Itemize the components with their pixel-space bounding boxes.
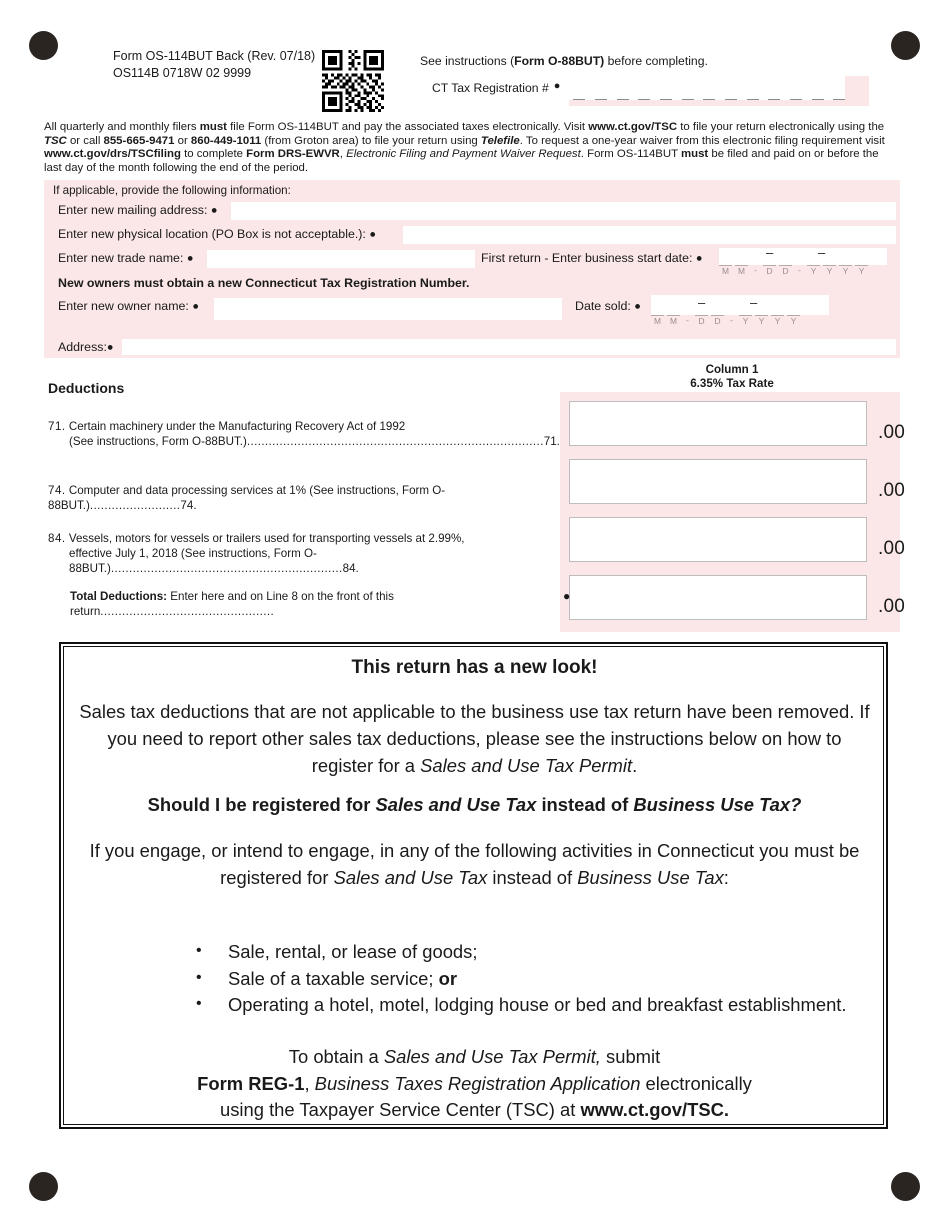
date-sold-row — [575, 299, 641, 313]
bullet-marker-icon: ● — [192, 300, 199, 313]
notice-title: This return has a new look! — [351, 657, 598, 678]
date-sold-field[interactable] — [651, 295, 831, 325]
date-sold-label: Date sold: — [575, 299, 631, 313]
deduction-line-71-ref: 71. — [543, 435, 560, 448]
intro-bold-must: must — [199, 121, 227, 133]
new-owners-note: New owners must obtain a new Connecticut Tax Registration Number. — [58, 276, 470, 290]
bullet-marker-icon: ● — [186, 252, 194, 265]
intro-telefile-emphasis: Telefile — [480, 134, 520, 147]
notice-activity-list — [147, 939, 927, 1019]
intro-text: , — [339, 148, 347, 161]
intro-text: be filed and paid on or before the last day of the month following the end of the period. — [44, 148, 879, 174]
leader-dots: ................................................ — [100, 605, 275, 618]
amount-column — [560, 392, 906, 632]
decimal-suffix-84: .00 — [878, 538, 906, 559]
ct-tax-registration-value — [569, 76, 845, 100]
new-trade-name-input[interactable] — [207, 250, 475, 268]
notice-p3-submit: submit — [600, 1046, 661, 1067]
deduction-line-74-number: 74. — [48, 484, 66, 497]
see-instructions-form: Form O-88BUT) — [514, 54, 605, 68]
intro-text: (from Groton area) to file your return using — [261, 134, 481, 147]
notice-p3-line1 — [75, 1044, 874, 1071]
deduction-line-84-number: 84. — [48, 532, 66, 545]
intro-waiver-title: Electronic Filing and Payment Waiver Request — [346, 148, 581, 161]
leader-dots: ................................................................ — [110, 562, 343, 575]
intro-form-drs-ewvr: Form DRS-EWVR — [246, 148, 340, 161]
decimal-suffix-74: .00 — [878, 480, 906, 501]
bullet-marker-icon: ● — [369, 228, 376, 241]
notice-p3-comma: , — [304, 1072, 315, 1094]
date-sold-marks: M M - D D - Y Y Y Y — [651, 315, 803, 326]
intro-link-tscfiling: www.ct.gov/drs/TSCfiling — [44, 148, 181, 161]
new-mailing-address-input[interactable] — [231, 202, 896, 220]
ct-tax-registration-input[interactable] — [569, 76, 869, 106]
business-start-date-field[interactable] — [719, 245, 891, 276]
date-dash-2: – — [750, 295, 758, 310]
notice-p3-text-a: To obtain a — [288, 1046, 384, 1067]
new-physical-location-row — [58, 227, 376, 241]
new-look-notice-box — [59, 642, 888, 1129]
new-mailing-address-row — [58, 203, 218, 217]
deduction-line-74-ref: 74. — [180, 499, 197, 512]
decimal-suffix-total: .00 — [878, 596, 906, 617]
date-dash-1: – — [766, 245, 774, 260]
leader-dots: ......................... — [89, 499, 181, 512]
notice-p3-line3 — [75, 1097, 874, 1124]
notice-question-a: Should I be registered for — [147, 794, 376, 815]
decimal-suffix-71: .00 — [878, 422, 906, 443]
new-trade-name-label: Enter new trade name: — [58, 251, 184, 265]
notice-p3-permit-title: Sales and Use Tax Permit, — [383, 1046, 601, 1067]
notice-p2-text-b: instead of — [487, 867, 578, 888]
intro-text: to complete — [180, 148, 247, 161]
column-header-line1: Column 1 — [705, 363, 759, 376]
deduction-line-84-text: Vessels, motors for vessels or trailers used for transporting vessels at 2.99%, — [68, 532, 465, 545]
intro-phone-1: 855-665-9471 — [103, 134, 175, 147]
notice-p2-colon: : — [723, 867, 729, 888]
new-physical-location-input[interactable] — [403, 226, 896, 244]
notice-p3-form-reg1: Form REG-1 — [197, 1072, 305, 1094]
business-start-date-label: First return - Enter business start date: — [481, 251, 693, 265]
intro-text: . To request a one-year waiver from this electronic filing requirement visit — [519, 134, 885, 147]
bullet-marker-icon: ● — [563, 589, 571, 603]
intro-tsc-emphasis: TSC — [44, 134, 67, 147]
deduction-line-74 — [48, 483, 568, 513]
deduction-line-71-number: 71. — [48, 420, 66, 433]
notice-p2-sales-use-tax: Sales and Use Tax — [333, 867, 488, 888]
see-instructions-note — [420, 54, 708, 68]
amount-input-71[interactable] — [569, 401, 867, 446]
notice-question-sales-use-tax: Sales and Use Tax — [375, 794, 537, 815]
bullet-marker-icon: ● — [634, 300, 641, 313]
amount-input-total[interactable] — [569, 575, 867, 620]
qr-code-icon — [322, 50, 384, 112]
new-owner-name-input[interactable] — [214, 298, 562, 320]
notice-p2-text: If you engage, or intend to engage, in any of the following activities in Connecticut you must be registered for — [89, 840, 860, 888]
new-trade-name-row — [58, 251, 193, 265]
notice-bullet-2-tail: or — [438, 967, 457, 989]
notice-p1-text: Sales tax deductions that are not applicable to the business use tax return have been removed. If you need to report other sales tax deductions, please see the instructions below on how to register for a — [79, 701, 870, 776]
registration-dot-bottom-right — [891, 1172, 920, 1201]
column-header-line2: 6.35% Tax Rate — [690, 376, 774, 390]
deduction-line-74-text: Computer and data processing services at 1% (See instructions, Form O-88BUT.) — [48, 484, 446, 512]
notice-p3-tsc-url: www.ct.gov/TSC. — [580, 1099, 729, 1120]
intro-text: All quarterly and monthly filers — [44, 121, 200, 133]
notice-bullet-1-text: Sale, rental, or lease of goods; — [228, 941, 478, 963]
deduction-line-71 — [48, 419, 568, 449]
ct-tax-registration-row — [432, 76, 869, 106]
business-start-date-row — [481, 251, 703, 265]
deduction-line-84-subtext: effective July 1, 2018 (See instructions, Form O-88BUT.) — [69, 547, 317, 575]
notice-question-heading — [75, 794, 874, 816]
intro-phone-2: 860-449-1011 — [190, 134, 262, 147]
deduction-line-71-text: Certain machinery under the Manufacturing Recovery Act of 1992 — [68, 420, 406, 433]
notice-paragraph-1 — [75, 698, 874, 779]
form-identification — [113, 48, 315, 81]
new-owner-name-row — [58, 299, 199, 313]
date-dash-2: – — [818, 245, 826, 260]
business-start-date-value — [719, 248, 887, 265]
notice-paragraph-2 — [75, 837, 874, 891]
deduction-line-84-ref: 84. — [342, 562, 359, 575]
registration-dot-top-right — [891, 31, 920, 60]
deductions-heading: Deductions — [48, 380, 125, 396]
notice-p1-period: . — [632, 755, 638, 776]
total-deductions-line — [70, 589, 570, 619]
form-name-line: Form OS-114BUT Back (Rev. 07/18) — [113, 49, 316, 63]
intro-link-tsc: www.ct.gov/TSC — [588, 121, 678, 133]
notice-p1-permit-title: Sales and Use Tax Permit — [420, 755, 633, 776]
new-owner-name-label: Enter new owner name: — [58, 299, 189, 313]
notice-bullet-3-text: Operating a hotel, motel, lodging house or bed and breakfast establishment. — [228, 994, 847, 1016]
list-item — [187, 939, 927, 966]
taxpayer-information-panel — [44, 180, 900, 358]
notice-p2-business-use-tax: Business Use Tax — [577, 867, 724, 888]
notice-bullet-2-text: Sale of a taxable service; — [228, 967, 439, 989]
electronic-filing-paragraph — [44, 121, 896, 175]
deduction-line-84 — [48, 531, 568, 576]
notice-question-business-use-tax: Business Use Tax? — [633, 794, 802, 815]
intro-bold-must-2: must — [681, 148, 709, 161]
column-header — [612, 363, 852, 390]
ct-tax-registration-label: CT Tax Registration # — [432, 81, 549, 95]
intro-text: file Form OS-114BUT and pay the associated taxes electronically. Visit — [226, 121, 589, 133]
date-dash-1: – — [698, 295, 706, 310]
notice-paragraph-3 — [75, 1044, 874, 1124]
bullet-marker-icon: ● — [106, 341, 114, 354]
business-start-date-marks: M M - D D - Y Y Y Y — [719, 265, 871, 276]
see-instructions-prefix: See instructions ( — [420, 54, 515, 68]
ct-tax-registration-digit-ticks — [573, 99, 845, 100]
address-input[interactable] — [122, 339, 896, 355]
notice-p3-application-title: Business Taxes Registration Application — [314, 1072, 641, 1094]
bullet-marker-icon: ● — [695, 252, 703, 265]
notice-p3-electronically: electronically — [640, 1072, 752, 1094]
new-mailing-address-label: Enter new mailing address: — [58, 203, 208, 217]
info-panel-heading: If applicable, provide the following information: — [53, 184, 291, 197]
see-instructions-suffix: before completing. — [604, 54, 708, 68]
date-sold-value — [651, 295, 829, 315]
leader-dots: .................................................................................. — [246, 435, 544, 448]
total-deductions-text: Enter here and on Line 8 on the front of this return — [70, 590, 394, 618]
address-label: Address: — [58, 340, 107, 354]
intro-text: to file your return electronically using the — [677, 121, 885, 133]
notice-p3-tsc-text: using the Taxpayer Service Center (TSC) at — [220, 1099, 581, 1120]
total-deductions-label: Total Deductions: — [70, 590, 168, 603]
notice-p3-line2 — [75, 1071, 874, 1098]
registration-dot-bottom-left — [29, 1172, 58, 1201]
registration-dot-top-left — [29, 31, 58, 60]
deduction-line-71-subtext: (See instructions, Form O-88BUT.) — [69, 435, 247, 448]
intro-text: or call — [66, 134, 104, 147]
intro-text: . Form OS-114BUT — [580, 148, 682, 161]
bullet-marker-icon: ● — [553, 80, 561, 92]
intro-text: or — [174, 134, 191, 147]
amount-input-84[interactable] — [569, 517, 867, 562]
amount-input-74[interactable] — [569, 459, 867, 504]
list-item — [187, 966, 927, 993]
address-row — [58, 340, 114, 354]
notice-question-b: instead of — [536, 794, 634, 815]
form-code-line: OS114B 0718W 02 9999 — [113, 65, 252, 80]
bullet-marker-icon: ● — [210, 204, 218, 217]
new-physical-location-label: Enter new physical location (PO Box is not acceptable.): — [58, 227, 366, 241]
list-item — [187, 992, 927, 1019]
